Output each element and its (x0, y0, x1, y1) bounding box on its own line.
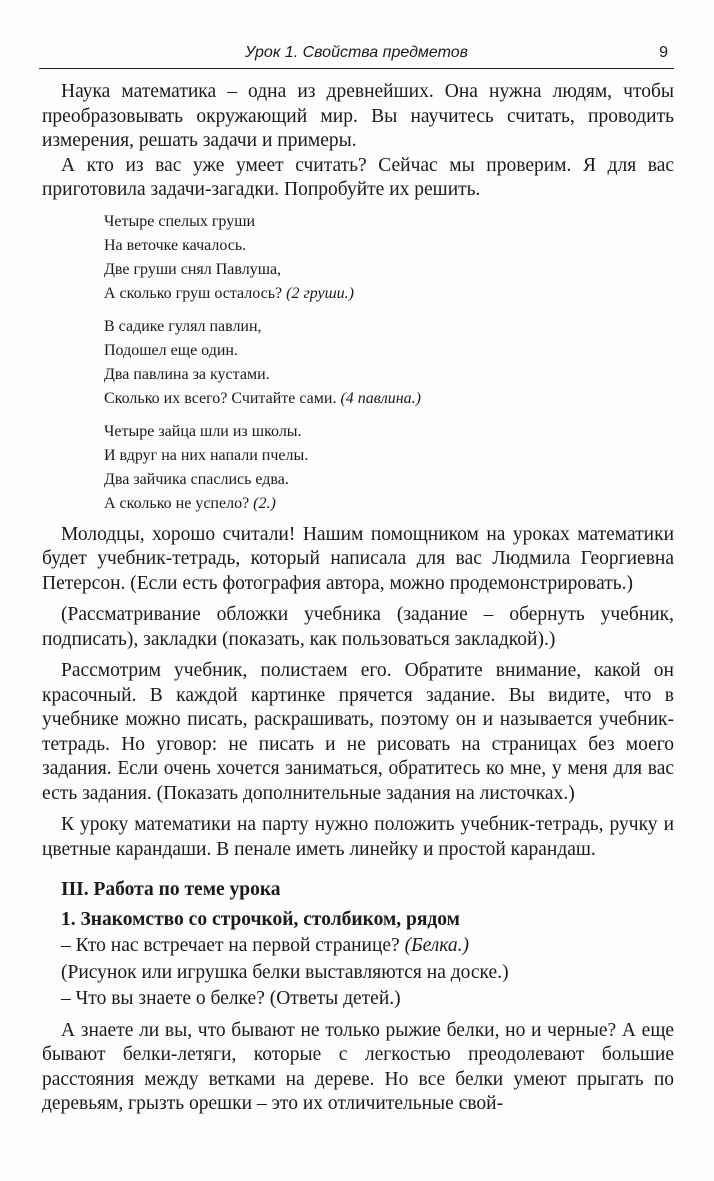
poem-line (104, 492, 674, 516)
paragraph: Молодцы, хорошо считали! Нашим помощником на уроках математики будет учебник-тетрадь, который написала для вас Людмила Георгиевна Петерсон. (Если есть фотография автора, можно продемонстрировать.) (42, 523, 674, 594)
header-title: Урок 1. Свойства предметов (244, 44, 468, 61)
riddle-answer: (4 павлина.) (340, 389, 421, 407)
riddle-poem (104, 420, 674, 516)
poem-line: Два павлина за кустами. (104, 365, 270, 383)
poem-line: В садике гулял павлин, (104, 317, 262, 335)
poem-line-text: А сколько груш осталось? (104, 284, 283, 302)
paragraph: А кто из вас уже умеет считать? Сейчас мы проверим. Я для вас приготовила задачи-загадки. Попробуйте их решить. (42, 154, 674, 200)
main-text (42, 80, 674, 1117)
poem-line: Четыре спелых груши (104, 212, 256, 230)
riddle-answer: (2.) (253, 494, 276, 512)
section-heading: III. Работа по теме урока (61, 879, 281, 900)
stage-note: (Рисунок или игрушка белки выставляются на доске.) (61, 961, 509, 983)
paragraph: А знаете ли вы, что бывают не только рыжие белки, но и черные? А еще бывают белки-летяги, которые с легкостью преодолевают большие расстояния между ветками на дереве. Но все белки умеют прыгать по деревьям, грызть орешки – это их отличительные свой- (42, 1019, 674, 1114)
riddle-answer: (2 груши.) (286, 284, 355, 302)
dialogue-line: – Что вы знаете о белке? (Ответы детей.) (61, 988, 401, 1009)
riddle-poem (104, 315, 674, 411)
riddle-poem (104, 210, 674, 306)
poem-line-text: А сколько не успело? (104, 494, 250, 512)
poem-line-text: Сколько их всего? Считайте сами. (104, 389, 337, 407)
poem-line: Две груши снял Павлуша, (104, 260, 282, 278)
paragraph: (Рассматривание обложки учебника (задание – обернуть учебник, подписать), закладки (показать, как пользоваться закладкой).) (42, 604, 674, 650)
dialogue-line (42, 934, 674, 959)
poem-line: Подошел еще один. (104, 341, 238, 359)
poem-line: И вдруг на них напали пчелы. (104, 446, 309, 464)
subsection-heading: 1. Знакомство со строчкой, столбиком, рядом (61, 908, 460, 930)
poem-line: На веточке качалось. (104, 236, 247, 254)
paragraph: Наука математика – одна из древнейших. Она нужна людям, чтобы преобразовывать окружающий мир. Вы научитесь считать, проводить измерения, решать задачи и примеры. (42, 81, 674, 151)
paragraph: Рассмотрим учебник, полистаем его. Обратите внимание, какой он красочный. В каждой картинке прячется задание. Вы видите, что в учебнике можно писать, раскрашивать, поэтому он и называется учебник-тетрадь. Но уговор: не писать и не рисовать на страницах без моего задания. Если очень хочется заниматься, обратитесь ко мне, у меня для вас есть задания. (Показать дополнительные задания на листочках.) (42, 660, 674, 804)
running-header (39, 44, 674, 69)
poem-line: Два зайчика спаслись едва. (104, 470, 289, 488)
poem-line (104, 387, 674, 411)
paragraph: К уроку математики на парту нужно положить учебник-тетрадь, ручку и цветные карандаши. В пенале иметь линейку и простой карандаш. (42, 814, 674, 860)
answer: (Белка.) (404, 935, 470, 956)
poem-line: Четыре зайца шли из школы. (104, 422, 302, 440)
question: – Кто нас встречает на первой странице? (61, 935, 400, 956)
page-number: 9 (659, 44, 668, 61)
poem-line (104, 282, 674, 306)
